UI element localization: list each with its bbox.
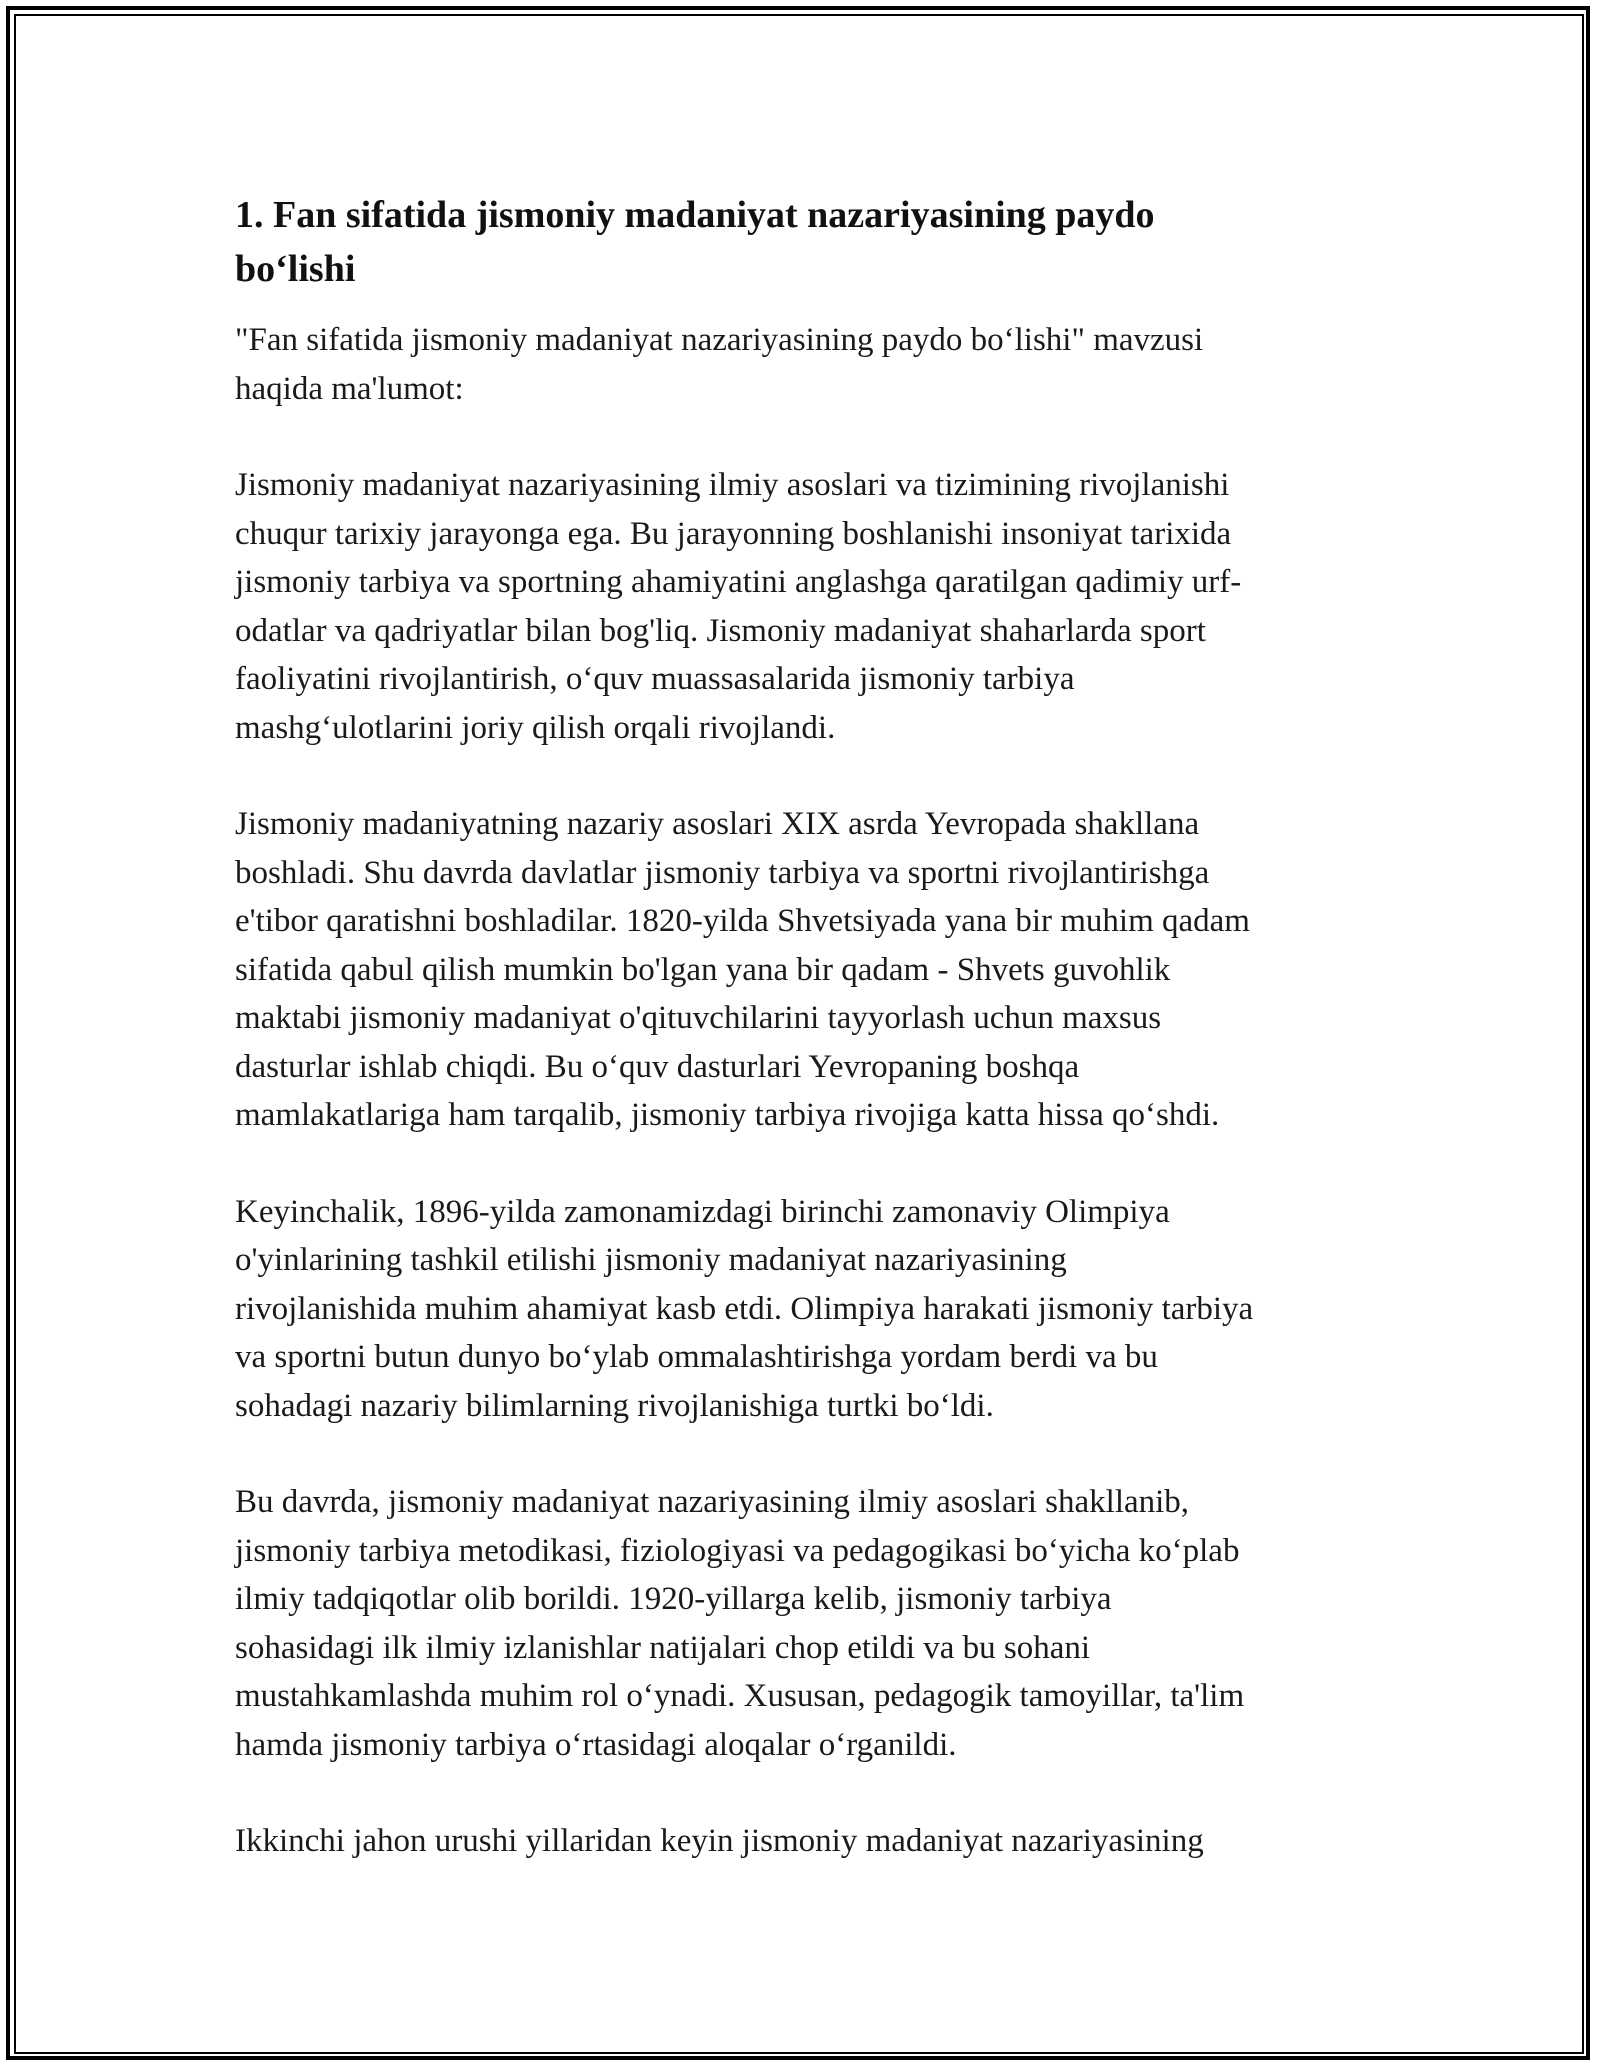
text-line: dasturlar ishlab chiqdi. Bu o‘quv dasturlari Yevropaning boshqa — [235, 1048, 1080, 1085]
text-line: sohadagi nazariy bilimlarning rivojlanishiga turtki bo‘ldi. — [235, 1387, 994, 1424]
text-line: haqida ma'lumot: — [235, 370, 464, 407]
text-line: o'yinlarining tashkil etilishi jismoniy madaniyat nazariyasining — [235, 1242, 1067, 1278]
text-line: e'tibor qaratishni boshladilar. 1820-yilda Shvetsiyada yana bir muhim qadam — [235, 903, 1250, 939]
paragraph-xix-century — [235, 800, 1375, 1140]
document-body — [235, 188, 1375, 1914]
text-line: sifatida qabul qilish mumkin bo'lgan yana bir qadam - Shvets guvohlik — [235, 951, 1171, 988]
text-line: boshladi. Shu davrda davlatlar jismoniy tarbiya va sportni rivojlantirishga — [235, 854, 1210, 891]
text-line: rivojlanishida muhim ahamiyat kasb etdi. Olimpiya harakati jismoniy tarbiya — [235, 1290, 1254, 1327]
paragraph-postwar — [235, 1817, 1375, 1866]
text-line: chuqur tarixiy jarayonga ega. Bu jarayonning boshlanishi insoniyat tarixida — [235, 515, 1232, 552]
text-line: mamlakatlariga ham tarqalib, jismoniy tarbiya rivojiga katta hissa qo‘shdi. — [235, 1097, 1220, 1133]
text-line: odatlar va qadriyatlar bilan bog'liq. Jismoniy madaniyat shaharlarda sport — [235, 612, 1206, 649]
text-line: mashg‘ulotlarini joriy qilish orqali rivojlandi. — [235, 709, 836, 746]
text-line: "Fan sifatida jismoniy madaniyat nazariyasining paydo bo‘lishi" mavzusi — [235, 322, 1204, 358]
document-title — [235, 188, 1375, 296]
title-line: 1. Fan sifatida jismoniy madaniyat nazariyasining paydo — [235, 194, 1155, 236]
text-line: sohasidagi ilk ilmiy izlanishlar natijalari chop etildi va bu sohani — [235, 1629, 1091, 1666]
text-line: va sportni butun dunyo bo‘ylab ommalashtirishga yordam berdi va bu — [235, 1339, 1158, 1375]
paragraph-olympics — [235, 1188, 1375, 1431]
text-line: maktabi jismoniy madaniyat o'qituvchilarini tayyorlash uchun maxsus — [235, 1000, 1162, 1036]
title-line: bo‘lishi — [235, 248, 356, 290]
paragraph-research — [235, 1478, 1375, 1769]
text-line: jismoniy tarbiya metodikasi, fiziologiyasi va pedagogikasi bo‘yicha ko‘plab — [235, 1532, 1240, 1569]
text-line: Jismoniy madaniyatning nazariy asoslari XIX asrda Yevropada shakllana — [235, 806, 1200, 842]
text-line: Jismoniy madaniyat nazariyasining ilmiy asoslari va tizimining rivojlanishi — [235, 467, 1230, 503]
text-line: Ikkinchi jahon urushi yillaridan keyin jismoniy madaniyat nazariyasining — [235, 1823, 1204, 1859]
text-line: mustahkamlashda muhim rol o‘ynadi. Xususan, pedagogik tamoyillar, ta'lim — [235, 1678, 1245, 1714]
intro-paragraph — [235, 316, 1375, 413]
text-line: faoliyatini rivojlantirish, o‘quv muassasalarida jismoniy tarbiya — [235, 661, 1075, 697]
paragraph-history — [235, 461, 1375, 752]
text-line: ilmiy tadqiqotlar olib borildi. 1920-yillarga kelib, jismoniy tarbiya — [235, 1581, 1112, 1617]
text-line: hamda jismoniy tarbiya o‘rtasidagi aloqalar o‘rganildi. — [235, 1726, 957, 1763]
text-line: Keyinchalik, 1896-yilda zamonamizdagi birinchi zamonaviy Olimpiya — [235, 1193, 1170, 1230]
text-line: jismoniy tarbiya va sportning ahamiyatini anglashga qaratilgan qadimiy urf- — [235, 564, 1242, 600]
text-line: Bu davrda, jismoniy madaniyat nazariyasining ilmiy asoslari shakllanib, — [235, 1484, 1190, 1520]
